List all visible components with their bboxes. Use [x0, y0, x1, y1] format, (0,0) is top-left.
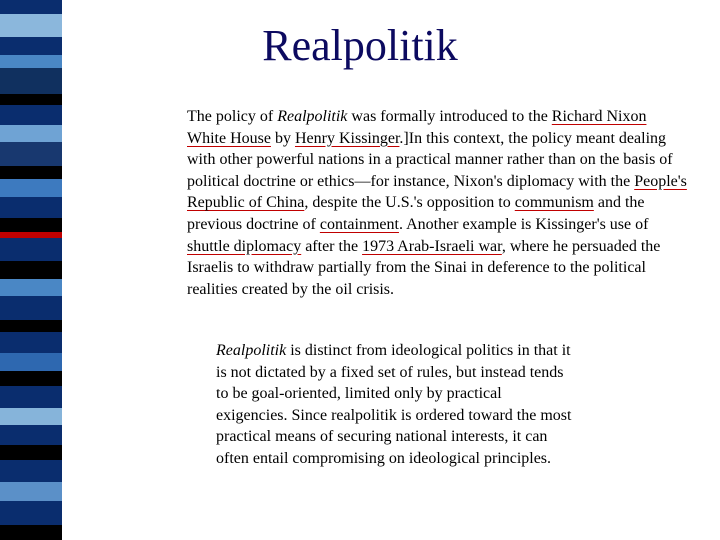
text-span: , despite the U.S.'s opposition to — [304, 194, 515, 212]
bar-segment — [0, 386, 62, 409]
bar-segment — [0, 166, 62, 178]
bar-segment — [0, 197, 62, 218]
link-henry-kissinger[interactable]: Henry Kissinger — [294, 129, 400, 147]
bar-segment — [0, 142, 62, 167]
bar-segment — [0, 218, 62, 232]
text-span: The policy of — [187, 108, 278, 125]
italic-term: Realpolitik — [216, 342, 287, 359]
text-span: .]In this context, the policy meant dealing with other powerful nations in a practical manner rather than on the basis of political doctrine or ethics—for instance, Nixon's diplomacy with the — [187, 129, 673, 190]
bar-segment — [0, 94, 62, 104]
link-1973-arab-israeli-war[interactable]: 1973 Arab-Israeli war — [362, 237, 502, 255]
bar-segment — [0, 425, 62, 446]
bar-segment — [0, 179, 62, 197]
bar-segment — [0, 125, 62, 141]
link-communism[interactable]: communism — [514, 194, 594, 212]
bar-segment — [0, 105, 62, 126]
text-span: was formally introduced to the — [347, 108, 552, 125]
bar-segment — [0, 501, 62, 526]
bar-segment — [0, 445, 62, 459]
bar-segment — [0, 320, 62, 332]
link-richard-nixon[interactable]: Richard Nixon — [551, 108, 647, 125]
text-span: and the previous doctrine of — [187, 194, 645, 233]
text-span: . Another example is Kissinger's use of — [398, 215, 649, 233]
bar-segment — [0, 460, 62, 483]
bar-segment — [0, 238, 62, 261]
bar-segment — [0, 0, 62, 14]
text-span: is distinct from ideological politics in that it is not dictated by a fixed set of rules, but instead tends to be goal-oriented, limited only by practical exigencies. Since realpolitik is ordered toward the most practical means of securing national interests, it can often entail compromising on ideological principles. — [216, 342, 572, 467]
bar-segment — [0, 353, 62, 371]
bar-segment — [0, 408, 62, 424]
decorative-left-bar — [0, 0, 62, 540]
italic-term: Realpolitik — [277, 108, 348, 125]
text-span: after the — [301, 237, 363, 255]
link-peoples-republic-of-china[interactable]: People's Republic of China — [187, 172, 687, 212]
link-shuttle-diplomacy[interactable]: shuttle diplomacy — [187, 237, 302, 255]
bar-segment — [0, 371, 62, 385]
bar-segment — [0, 279, 62, 295]
bar-segment — [0, 296, 62, 321]
text-span: by — [270, 129, 295, 147]
bar-segment — [0, 482, 62, 500]
link-white-house[interactable]: White House — [187, 129, 271, 147]
paragraph-realpolitik-definition — [216, 340, 576, 470]
bar-segment — [0, 261, 62, 279]
slide-title: Realpolitik — [262, 21, 458, 70]
paragraph-nixon-policy — [187, 106, 687, 300]
text-span: , where he persuaded the Israelis to withdraw partially from the Sinai in deference to the political realities created by the oil crisis. — [187, 237, 661, 298]
bar-segment — [0, 332, 62, 353]
bar-segment — [0, 525, 62, 539]
link-containment[interactable]: containment — [319, 215, 399, 233]
